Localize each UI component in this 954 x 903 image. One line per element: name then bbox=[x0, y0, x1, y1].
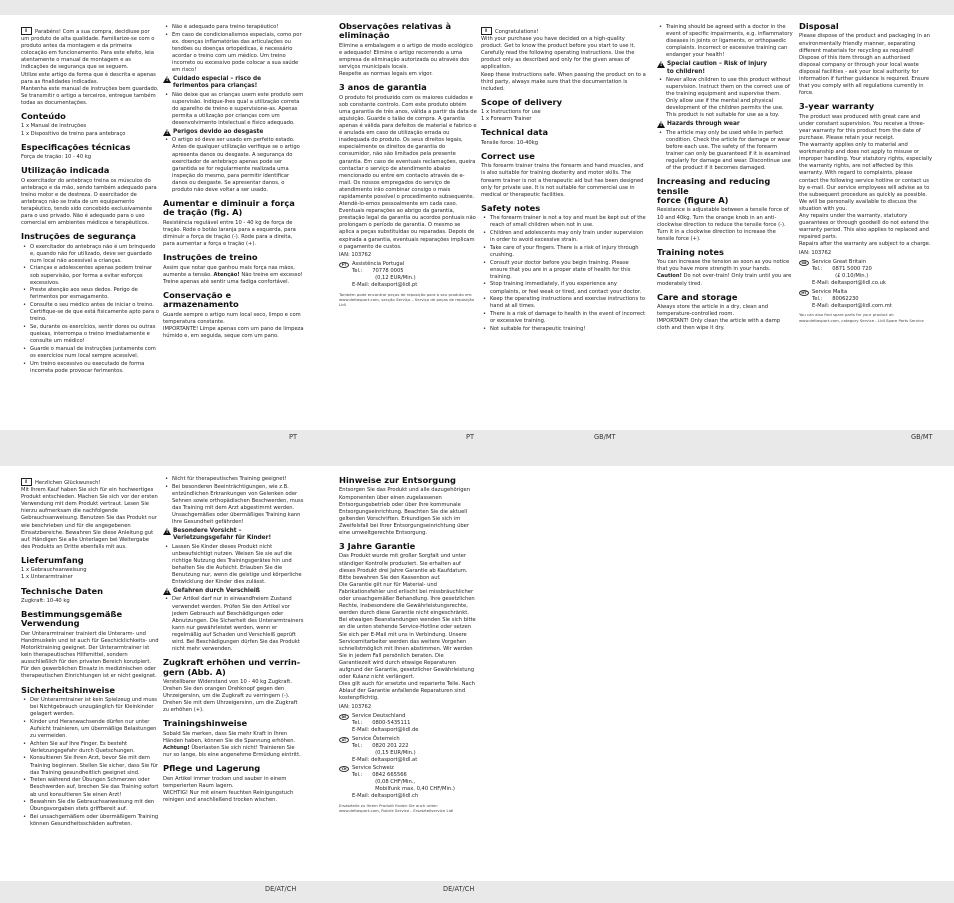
list-item: • Take care of your fingers. There is a risk of injury through crushing. bbox=[481, 245, 646, 259]
de-tech-text: Zugkraft: 10-40 kg bbox=[21, 597, 70, 604]
list-item: • Treten während der Übungen Schmerzen oder Beschwerden auf, brechen Sie das Training sofort ab und konsultieren Sie einen Arzt! bbox=[21, 777, 159, 798]
pt-training-text bbox=[163, 265, 304, 286]
pt-increase-text: Resistência regulável entre 10 - 40 kg de força de tração. Rode o botão laranja para a esquerda, para diminuir a força de tração (-). Rode para a direita, para aumentar a força e tração (+). bbox=[163, 219, 296, 248]
list-item: • Keep the operating instructions and exercise instructions to hand at all times. bbox=[481, 296, 646, 310]
pt-bullets-a bbox=[163, 24, 304, 74]
manual-book-icon bbox=[21, 478, 32, 486]
de-scope-text: 1 x Gebrauchsanweisung 1 x Unterarmtrainer bbox=[21, 567, 87, 581]
gb-caution-heading bbox=[667, 61, 793, 75]
warning-icon bbox=[163, 588, 171, 595]
de-safety-heading: Sicherheitshinweise bbox=[21, 684, 116, 695]
list-item: • Bei unsachgemäßem oder übermäßigem Training können Gesundheitsschäden auftreten. bbox=[21, 814, 159, 828]
warning-icon bbox=[163, 76, 171, 83]
gb-disposal-text: Please dispose of the product and packaging in an environmentally friendly manner, separating different materials for recycling as required! Dispose of this item through an authorised disposal company or through your local waste disposal facilities - ask your local authority for information if further guidance is required. Ensure that you comply with all regulations currently in force. bbox=[799, 33, 930, 97]
de-spare-parts-note: Ersatzteile zu Ihrem Produkt finden Sie auch unter: www.deltasport.com, Rubrik Service - Ersatzteilservice Lidl bbox=[339, 803, 454, 814]
pt-intro-text: Parabéns! Com a sua compra, decidiuse por um produto de alta qualidade. Familiarize-se com o produto antes da montagem e da primeira colocação em funcionamento. Para este efeito, leia atentamente o manual de montagem e as indicações de segurança que se seguem. Utilize este artigo da forma que é descrita e apenas para as finalidades indicadas. Mantenha este manual de instruções bem guardado. Se transmitir o artigo a terceiros, entregue também todas as documentações. bbox=[21, 29, 159, 106]
list-item: • Der Artikel darf nur in einwandfreiem Zustand verwendet werden. Prüfen Sie den Artikel vor jedem Gebrauch auf Beschädigungen oder Abnutzungen. Die Sicherheit des Unterarmtrainers kann nur gewährleistet werden, wenn er regelmäßig auf Schaden und Verschleiß geprüft wird. Bei Beschädigungen dürfen Sie das Produkt nicht mehr verwenden. bbox=[163, 596, 304, 653]
gb-column-3 bbox=[799, 22, 933, 428]
list-item: • Guarde o manual de instruções juntamente com os exercícios num local sempre acessível. bbox=[21, 346, 159, 360]
de-wear-heading-text: Gefahren durch Verschleiß bbox=[173, 588, 260, 595]
pt-contents-text: 1 x Manual de instruções 1 x Dispositivo de treino para antebraço bbox=[21, 123, 126, 137]
list-item: • Nicht für therapeutisches Training geeignet! bbox=[163, 476, 304, 483]
mt-service-details: Service Malta Tel.: 80062230 E-Mail: deltasport@lidl.com.mt bbox=[812, 288, 892, 309]
list-item: • Não deixe que as crianças usem este produto sem supervisão. Indique-lhes qual a utilização correta do aparelho de treino e supervisione-as. Apenas permita a utilização por crianças com um desenvolvimento intelectual e físico adequado. bbox=[163, 92, 304, 127]
list-item: • Se, durante os exercícios, sentir dores ou outras queixas, interrompa o treino imediatamente e consulte um médico! bbox=[21, 324, 159, 345]
de-bullets-a bbox=[163, 476, 304, 526]
de-caution-heading-text: Besondere Vorsicht – Verletzungsgefahr für Kinder! bbox=[173, 528, 272, 542]
pt-bullets-c bbox=[163, 137, 304, 194]
pt-caution-heading-text: Cuidado especial – risco de ferimentos para crianças! bbox=[173, 76, 262, 90]
gb-tech-heading: Technical data bbox=[481, 127, 549, 138]
middle-footer-band bbox=[0, 430, 954, 466]
list-item: • Bei besonderen Beeinträchtigungen, wie z.B. entzündlichen Erkrankungen von Gelenken oder Sehnen sowie orthopädischen Beschwerden, muss das Training mit dem Arzt abgestimmt werden. Unsachgemäßes oder übermäßiges Training kann Ihre Gesundheit gefährden! bbox=[163, 484, 304, 527]
manual-book-icon bbox=[481, 27, 492, 35]
pt-warranty-text: O produto foi produzido com os maiores cuidados e sob constante controlo. Com este produto obtém uma garantia de três anos, válida a partir da data de aquisição. Guarde o talão de compra. A garantia apenas é válida para defeitos de material e fabrico e é anulada em caso de utilização errada ou inadequada do produto. Os seus direitos legais, especialmente os direitos de garantia do consumidor, não são limitados pela presente garantia. Em caso de eventuais reclamações, queira contactar o serviço de atendimento abaixo mencionado ou entre em contacto através de e-mail. Os nossos empregados do serviço de atendimento irão combinar consigo o mais rapidamente possível o procedimento subsequente. Atendê-lo-emos pessoalmente em cada caso. Eventuais reparações ao abrigo da garantia, prestação legal da garantia ou acordos pontuais não prolongam o período de garantia. O mesmo se aplica a peças substituídas ou reparadas. Depois de expirada a garantia, eventuais reparações implicam o pagamento de custos. bbox=[339, 94, 477, 250]
gb-care-text: Always store the article in a dry, clean and temperature-controlled room. IMPORTANT! Only clean the article with a damp cloth and then wipe it dry. bbox=[657, 304, 781, 332]
gb-bullets-a bbox=[657, 24, 793, 59]
de-training-text bbox=[163, 731, 304, 759]
list-item: • Bewahren Sie die Gebrauchsanweisung mit den Übungsvorgaben stets griffbereit auf. bbox=[21, 799, 159, 813]
list-item: • O artigo só deve ser usado em perfeito estado. Antes de qualquer utilização verifique se o artigo apresenta danos ou desgaste. A segurança do exercitador de antebraço apenas pode ser garantida se for regularmente realizada uma inspeção do mesmo, para permitir identificar danos ou desgaste. Se apresentar danos, o produto não deve voltar a ser usado. bbox=[163, 137, 304, 194]
warning-icon bbox=[163, 129, 171, 136]
de-tech-heading: Technische Daten bbox=[21, 585, 104, 596]
list-item: • Não é adequado para treino terapêutico! bbox=[163, 24, 304, 31]
de-caution-heading bbox=[173, 528, 304, 542]
de-use-text: Der Unterarmtrainer trainiert die Unterarm- und Handmuskeln und ist auch für Geschicklichkeits- und Motoriktraining geeignet. Der Unterarmtrainer ist kein therapeutisches Hilfsmittel, sondern ausschließlich für den privaten Bereich konzipiert. Für den gewerblichen Einsatz in medizinischen oder therapeutischen Einrichtungen ist er nicht geeignet. bbox=[21, 630, 159, 680]
pt-training-heading: Instruções de treino bbox=[163, 252, 258, 263]
pt-intro bbox=[21, 27, 159, 107]
pt-specs-text: Força de tração: 10 - 40 kg bbox=[21, 154, 92, 161]
pt-bullets-b bbox=[163, 92, 304, 127]
pt-service-details: Assistência Portugal Tel.: 70778 0005 (0,12 EUR/Min.) E-Mail: deltasport@lidl.pt bbox=[352, 261, 418, 289]
gb-training-rest: Do not over-train! Only train until you are moderately tired. bbox=[657, 273, 792, 287]
gb-spare-parts-note: You can also find spare parts for your product at: www.deltasport.com, category Service - Lidl Spare Parts Service bbox=[799, 312, 924, 323]
gb-use-heading: Correct use bbox=[481, 150, 535, 161]
footer-label-de-left: DE/AT/CH bbox=[265, 885, 297, 893]
footer-label-pt-right: PT bbox=[466, 433, 475, 441]
gb-increase-heading: Increasing and reducing tensile force (figure A) bbox=[657, 176, 771, 206]
pt-safety-heading: Instruções de segurança bbox=[21, 231, 136, 242]
list-item: • Der Unterarmtrainer ist kein Spielzeug und muss bei Nichtgebrauch unzugänglich für Kleinkinder gelagert werden. bbox=[21, 697, 159, 718]
country-badge-icon: DE bbox=[339, 714, 349, 720]
pt-care-text: Guarde sempre o artigo num local seco, limpo e com temperatura constante. IMPORTANTE! Limpe apenas com um pano de limpeza húmido e, em seguida, seque com um pano. bbox=[163, 311, 304, 340]
list-item: • Preste atenção aos seus dedos. Perigo de ferimentos por esmagamento. bbox=[21, 287, 159, 301]
pt-care-heading: Conservação e armazenamento bbox=[163, 289, 239, 310]
country-badge-icon: AT bbox=[339, 737, 349, 743]
manual-book-icon bbox=[21, 27, 32, 35]
list-item: • Lassen Sie Kinder dieses Produkt nicht unbeaufsichtigt nutzen. Weisen Sie sie auf die richtige Nutzung des Trainingsgerätes hin und behalten Sie die Aufsicht. Erlauben Sie die Benutzung nur, wenn die geistige und körperliche Entwicklung der Kinder dies zulässt. bbox=[163, 544, 304, 587]
footer-label-pt-left: PT bbox=[289, 433, 298, 441]
gb-ian: IAN: 103762 bbox=[799, 250, 832, 257]
pt-contents-heading: Conteúdo bbox=[21, 111, 66, 122]
footer-label-de-right: DE/AT/CH bbox=[443, 885, 475, 893]
de-wear-heading bbox=[173, 588, 304, 595]
gb-training-caution: Caution! bbox=[657, 273, 682, 280]
gb-safety-list bbox=[481, 215, 646, 333]
pt-training-body: Assim que notar que ganhou mais força nas mãos, aumente a tensão. bbox=[163, 264, 295, 278]
de-safety-list bbox=[21, 697, 159, 828]
gb-bullets-b bbox=[657, 77, 793, 120]
de-scope-heading: Lieferumfang bbox=[21, 554, 84, 565]
pt-safety-list bbox=[21, 244, 159, 375]
gb-wear-heading-text: Hazards through wear bbox=[667, 121, 740, 128]
gb-warranty-text: The product was produced with great care and under constant supervision. You receive a three-year warranty for this product from the date of purchase. Please retain your receipt. The warranty applies only to material and workmanship and does not apply to misuse or improper handling. Your statutory rights, especially the warranty rights, are not affected by this warranty. With regard to complaints, please contact the following service hotline or contact us by e-mail. Our service employees will advise as to the subsequent procedure as quickly as possible. We will be personally available to discuss the situation with you. Any repairs under the warranty, statutory guarantees or through goodwill do not extend the warranty period. This also applies to replaced and repaired parts. Repairs after the warranty are subject to a charge. bbox=[799, 113, 933, 248]
pt-specs-heading: Especificações técnicas bbox=[21, 141, 131, 152]
gb-scope-text: 1 x Instructions for use 1 x Forearm Trainer bbox=[481, 109, 541, 123]
list-item: • Um treino excessivo ou executado de forma incorreta pode provocar ferimentos. bbox=[21, 361, 159, 375]
pt-service-block bbox=[339, 261, 477, 289]
de-warranty-heading: 3 Jahre Garantie bbox=[339, 541, 416, 552]
de-ian: IAN: 103762 bbox=[339, 704, 372, 711]
country-badge-icon: CH bbox=[339, 766, 349, 772]
pt-disposal-heading: Observações relativas à eliminação bbox=[339, 22, 452, 41]
de-increase-text: Verstellbarer Widerstand von 10 - 40 kg Zugkraft. Drehen Sie den orangen Drehknopf gegen den Uhrzeigersinn, um die Zugkraft zu verringern (-). Drehen Sie mit dem Uhrzeigersinn, um die Zugkraft zu erhöhen (+). bbox=[163, 678, 298, 714]
de-intro-text: Herzlichen Glückwunsch! Mit Ihrem Kauf haben Sie sich für ein hochwertiges Produkt entschieden. Machen Sie sich vor der ersten Verwendung mit dem Produkt vertraut. Lesen Sie hierzu aufmerksam die nachfolgende Gebrauchsanweisung. Benutzen Sie das Produkt nur wie beschrieben und für die angegebenen Einsatzbereiche. Bewahren Sie diese Anleitung gut auf. Händigen Sie alle Unterlagen bei Weitergabe des Produkts an Dritte ebenfalls mit aus. bbox=[21, 480, 158, 550]
list-item: • O exercitador do antebraço não é um brinquedo e, quando não for utilizado, deve ser guardado num local não acessível a crianças. bbox=[21, 244, 159, 265]
pt-spare-parts-note: Também pode encontrar peças de reposição para o seu produto em: www.deltasport.com, secção Serviço – Serviço de peças de reposição Lidl bbox=[339, 292, 475, 308]
pt-increase-heading: Aumentar e diminuir a força de tração (fig. A) bbox=[163, 198, 295, 218]
de-warranty-text: Das Produkt wurde mit großer Sorgfalt und unter ständiger Kontrolle produziert. Sie erhalten auf dieses Produkt drei Jahre Garantie ab Kaufdatum. Bitte bewahren Sie den Kassenbon auf. Die Garantie gilt nur für Material- und Fabrikationsfehler und erlischt bei missbräuchlicher oder unsachgemäßer Behandlung. Ihre gesetzlichen Rechte, insbesondere die Gewährleistungsrechte, werden durch diese Garantie nicht eingeschränkt. Bei etwaigen Beanstandungen wenden Sie sich bitte an die unten stehende Service-Hotline oder setzen Sie sich per E-Mail mit uns in Verbindung. Unsere Servicemitarbeiter werden das weitere Vorgehen schnellstmöglich mit Ihnen abstimmen. Wir werden Sie in jedem Fall persönlich beraten. Die Garantiezeit wird durch etwaige Reparaturen aufgrund der Garantie, gesetzlicher Gewährleistung oder Kulanz nicht verlängert. Dies gilt auch für ersetzte und reparierte Teile. Nach Ablauf der Garantie anfallende Reparaturen sind kostenpflichtig. bbox=[339, 553, 476, 702]
pt-column-3 bbox=[339, 22, 477, 428]
gb-safety-heading: Safety notes bbox=[481, 202, 541, 213]
footer-label-gb-right: GB/MT bbox=[911, 433, 933, 441]
pt-use-text: O exercitador do antebraço treina os músculos do antebraço e da mão, sendo também adequado para treino motor e de destreza. O exercitador de antebraço não se trata de um equipamento terapêutico, tendo sido concebido exclusivamente para o uso privado. Não é adequado para o uso comercial em ambientes médicos e terapêuticos. bbox=[21, 177, 157, 227]
warning-icon bbox=[657, 61, 665, 68]
ch-service-details: Service Schweiz Tel.: 0842 665566 (0,08 CHF/Min., Mobilfunk max. 0,40 CHF/Min.) E-Mail: deltasport@lidl.ch bbox=[352, 765, 455, 800]
list-item: • The forearm trainer is not a toy and must be kept out of the reach of small children when not in use. bbox=[481, 215, 646, 229]
list-item: • Consult your doctor before you begin training. Please ensure that you are in a proper state of health for this training. bbox=[481, 260, 646, 281]
de-training-rest: Überlasten Sie sich nicht! Trainieren Sie nur so lange, bis eine angenehme Ermüdung eintritt. bbox=[163, 745, 301, 759]
de-bullets-b bbox=[163, 544, 304, 587]
pt-warranty-heading: 3 anos de garantia bbox=[339, 82, 427, 93]
pt-column-1 bbox=[21, 27, 159, 427]
top-margin-band bbox=[0, 0, 954, 15]
de-column-3 bbox=[339, 476, 477, 878]
pt-disposal-text: Elimine a embalagem e o artigo de modo ecológico e adequado! Elimine o artigo recorrendo a uma empresa de eliminação autorizada ou através dos serviços municipais locais. Respeite as normas legais em vigor. bbox=[339, 42, 473, 78]
de-use-heading: Bestimmungsgemäße Verwendung bbox=[21, 609, 123, 629]
list-item: • Never allow children to use this product without supervision. Instruct them on the correct use of the training equipment and supervise them. Only allow use if the mental and physical development of the children permits the use. This product is not suitable for use as a toy. bbox=[657, 77, 793, 120]
pt-training-rest: Não treine em excesso! Treine apenas até sentir uma fadiga confortável. bbox=[163, 271, 303, 285]
de-increase-heading: Zugkraft erhöhen und verrin- gern (Abb. A) bbox=[163, 657, 301, 677]
list-item: • Crianças e adolescentes apenas podem treinar sob supervisão, por forma a evitar esforços excessivos. bbox=[21, 265, 159, 286]
footer-label-gb-left: GB/MT bbox=[594, 433, 616, 441]
gb-column-2 bbox=[657, 24, 793, 428]
mt-service-block bbox=[799, 289, 933, 310]
de-intro bbox=[21, 478, 159, 551]
gb-warranty-heading: 3-year warranty bbox=[799, 101, 875, 112]
at-service-block bbox=[339, 736, 477, 764]
de-care-text: Den Artikel immer trocken und sauber in einem temperierten Raum lagern. WICHTIG! Nur mit einem feuchten Reinigungstuch reinigen und anschließend trocken wischen. bbox=[163, 775, 294, 803]
gb-intro bbox=[481, 27, 646, 93]
de-care-heading: Pflege und Lagerung bbox=[163, 763, 261, 774]
at-service-details: Service Österreich Tel.: 0820 201 222 (0,15 EUR/Min.) E-Mail: deltasport@lidl.at bbox=[352, 735, 418, 763]
de-column-2 bbox=[163, 476, 304, 878]
warning-icon bbox=[163, 528, 171, 535]
list-item: • Not suitable for therapeutic training! bbox=[481, 326, 646, 333]
de-training-heading: Trainingshinweise bbox=[163, 718, 248, 729]
pt-ian: IAN: 103762 bbox=[339, 252, 372, 259]
gb-service-block bbox=[799, 259, 933, 287]
country-badge-icon: GB bbox=[799, 260, 809, 266]
gb-tech-text: Tensile force: 10-40kg bbox=[481, 139, 539, 146]
list-item: • Consulte o seu médico antes de iniciar o treino. Certifique-se de que está fisicamente apto para o treino. bbox=[21, 302, 159, 323]
list-item: • The article may only be used while in perfect condition. Check the article for damage or wear before each use. The safety of the forearm trainer can only be guaranteed if it is examined regularly for damage and wear. Discontinue use of the product if it becomes damaged. bbox=[657, 130, 793, 173]
gb-scope-heading: Scope of delivery bbox=[481, 96, 563, 107]
bottom-footer-band bbox=[0, 881, 954, 903]
pt-training-caution: Atenção! bbox=[213, 271, 240, 278]
pt-wear-heading-text: Perigos devido ao desgaste bbox=[173, 129, 264, 136]
country-badge-icon: MT bbox=[799, 290, 809, 296]
gb-bullets-c bbox=[657, 130, 793, 173]
list-item: • Kinder und Heranwachsende dürfen nur unter Aufsicht trainieren, um übermäßige Belastungen zu vermeiden. bbox=[21, 719, 159, 740]
gb-increase-text: Resistance is adjustable between a tensile force of 10 and 40kg. Turn the orange knob in an anti-clockwise direction to reduce the tensile force (-). Turn it in a clockwise direction to increase the tensile force (+). bbox=[657, 207, 789, 242]
de-service-block bbox=[339, 713, 477, 734]
gb-use-text: This forearm trainer trains the forearm and hand muscles, and is also suitable for training dexterity and motor skills. The forearm trainer is not a therapeutic aid but has been designed only for private use. It is not suitable for commercial use in medical or therapeutic facilities. bbox=[481, 163, 644, 198]
list-item: • Children and adolescents may only train under supervision in order to avoid excessive strain. bbox=[481, 230, 646, 244]
pt-use-heading: Utilização indicada bbox=[21, 165, 110, 176]
gb-training-text bbox=[657, 259, 793, 287]
list-item: • Konsultieren Sie Ihren Arzt, bevor Sie mit dem Training beginnen. Stellen Sie sicher, dass Sie für das Training gesundheitlich geeignet sind. bbox=[21, 755, 159, 776]
pt-caution-heading bbox=[173, 76, 304, 90]
pt-wear-heading bbox=[173, 129, 304, 136]
list-item: • There is a risk of damage to health in the event of incorrect or excessive training. bbox=[481, 311, 646, 325]
gb-training-body: You can increase the tension as soon as you notice that you have more strength in your hands. bbox=[657, 259, 790, 273]
list-item: • Training should be agreed with a doctor in the event of specific impairments, e.g. inflammatory diseases in joints or ligaments, or orthopaedic complaints. Incorrect or excessive training can endanger your health! bbox=[657, 24, 793, 59]
gb-care-heading: Care and storage bbox=[657, 291, 738, 302]
de-training-caution: Achtung! bbox=[163, 745, 190, 752]
gb-column-1 bbox=[481, 27, 646, 427]
de-column-1 bbox=[21, 478, 159, 878]
pt-column-2 bbox=[163, 24, 304, 428]
gb-disposal-heading: Disposal bbox=[799, 22, 839, 31]
ch-service-block bbox=[339, 765, 477, 800]
warning-icon bbox=[657, 121, 665, 128]
gb-service-details: Service Great Britain Tel.: 0871 5000 720 (£ 0.10/Min.) E-Mail: deltasport@lidl.co.uk bbox=[812, 259, 886, 286]
gb-training-heading: Training notes bbox=[657, 246, 724, 257]
list-item: • Achten Sie auf Ihre Finger. Es besteht Verletzungsgefahr durch Quetschungen. bbox=[21, 741, 159, 755]
gb-wear-heading bbox=[667, 121, 793, 128]
gb-intro-text: Congratulations! With your purchase you have decided on a high-quality product. Get to know the product before you start to use it. Carefully read the following operating instructions. Use the product only as described and only for the given areas of application. Keep these instructions safe. When passing the product on to a third party, always make sure that the documentation is included. bbox=[481, 29, 646, 92]
list-item: • Stop training immediately, if you experience any complaints, or feel weak or tired, and contact your doctor. bbox=[481, 281, 646, 295]
gb-caution-heading-text: Special caution – Risk of injury to children! bbox=[667, 61, 768, 75]
de-training-body: Sobald Sie merken, dass Sie mehr Kraft in Ihren Händen haben, können Sie die Spannung erhöhen. bbox=[163, 730, 296, 744]
de-service-details: Service Deutschland Tel.: 0800-5435111 E-Mail: deltasport@lidl.de bbox=[352, 713, 419, 733]
de-disposal-text: Entsorgen Sie das Produkt und alle dazugehörigen Komponenten über einen zugelassenen Entsorgungsbetrieb oder über Ihre kommunale Entsorgungseinrichtung. Beachten Sie die aktuell geltenden Vorschriften. Erkundigen Sie sich im Zweifelsfall bei Ihrer Entsorgungseinrichtung über eine umweltgerechte Entsorgung. bbox=[339, 487, 471, 536]
country-badge-icon: PT bbox=[339, 262, 349, 268]
de-bullets-c bbox=[163, 596, 304, 653]
de-disposal-heading: Hinweise zur Entsorgung bbox=[339, 476, 456, 485]
list-item: • Em caso de condicionalismos especiais, como por ex. doenças inflamatórias das articulações ou tendões ou doenças ortopédicas, é necessário acordar o treino com um médico. Um treino incorreto ou excessivo pode colocar a sua saúde em risco! bbox=[163, 32, 304, 75]
